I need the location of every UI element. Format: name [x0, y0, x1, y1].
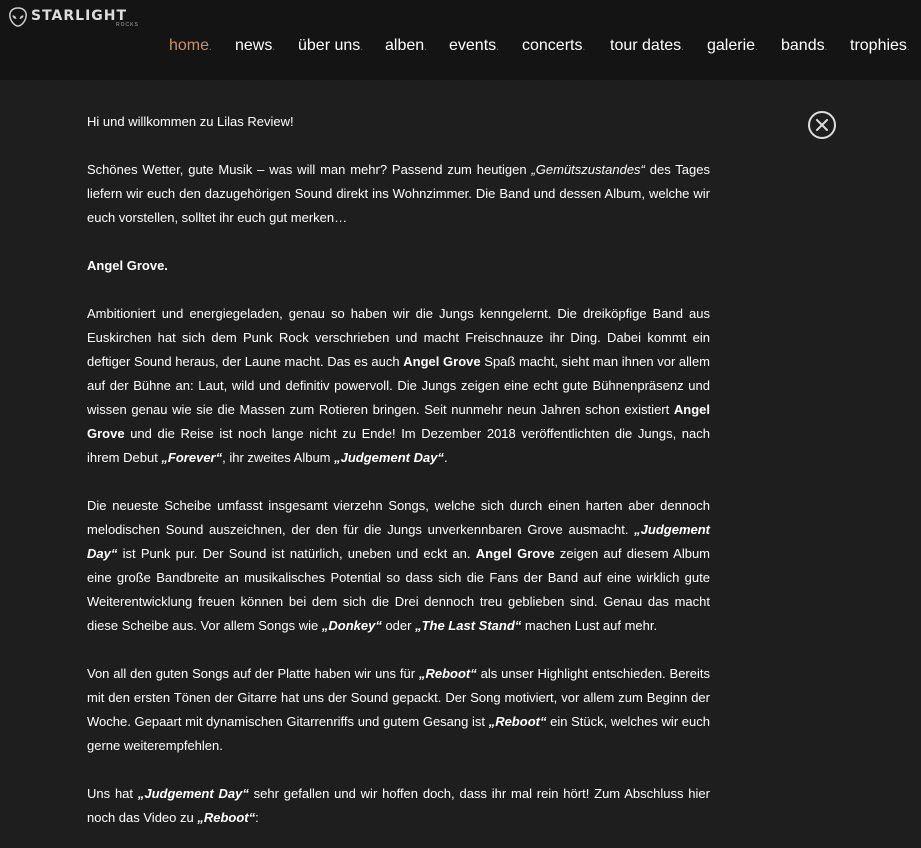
article-paragraph-closing: Uns hat „Judgement Day“ sehr gefallen und wir hoffen doch, dass ihr mal rein hört! Zum Abschluss hier noch das Video zu „Reboot“: — [87, 786, 710, 825]
nav-item-news[interactable]: news. — [235, 37, 276, 54]
nav-item-events[interactable]: events. — [449, 37, 499, 54]
nav-item-bands[interactable]: bands. — [781, 37, 828, 54]
article-paragraph-band: Ambitioniert und energiegeladen, genau so haben wir die Jungs kenngelernt. Die dreiköpfige Band aus Euskirchen hat sich dem Punk Rock verschrieben und macht Freischnauze ihr Ding. Dabei kommt ein deftiger Sound heraus, der Laune macht. Das es auch Angel Grove Spaß macht, sieht man ihnen vor allem auf der Bühne an: Laut, wild und definitiv powervoll. Die Jungs zeigen eine echt gute Bühnenpräsenz und wissen genau wie sie die Massen zum Rotieren bringen. Seit nunmehr neun Jahren schon existiert Angel Grove und die Reise ist noch lange nicht zu Ende! Im Dezember 2018 veröffentlichten die Jungs, nach ihrem Debut „Forever“, ihr zweites Album „Judgement Day“. — [87, 306, 710, 465]
song-title: „Reboot“ — [197, 810, 256, 825]
logo-wordmark: STARLIGHT — [31, 8, 128, 24]
song-title: „Reboot“ — [488, 714, 547, 729]
logo-tagline: ROCKS — [116, 22, 139, 28]
close-button[interactable] — [808, 111, 836, 139]
site-header — [0, 0, 921, 80]
album-title: „Judgement Day“ — [334, 450, 444, 465]
nav-item-galerie[interactable]: galerie. — [707, 37, 758, 54]
article-paragraph-highlight: Von all den guten Songs auf der Platte haben wir uns für „Reboot“ als unser Highlight entschieden. Bereits mit den ersten Tönen der Gitarre hat uns der Sound gepackt. Der Song motiviert, vor allem zum Beginn der Woche. Gepaart mit dynamischen Gitarrenriffs und gutem Gesang ist „Reboot“ ein Stück, welches wir euch gerne weiterempfehlen. — [87, 666, 710, 753]
review-article — [87, 110, 710, 830]
album-title: „Judgement Day“ — [87, 522, 710, 561]
nav-item-trophies[interactable]: trophies. — [850, 37, 910, 54]
nav-item-tour-dates[interactable]: tour dates. — [610, 37, 684, 54]
band-name: Angel Grove — [403, 354, 481, 369]
article-paragraph-intro: Schönes Wetter, gute Musik – was will man mehr? Passend zum heutigen „Gemütszustandes“ des Tages liefern wir euch den dazugehörigen Sound direkt ins Wohnzimmer. Die Band und dessen Album, welche wir euch vorstellen, solltet ihr euch gut merken… — [87, 162, 710, 225]
main-nav — [0, 37, 921, 59]
nav-item-alben[interactable]: alben. — [385, 37, 427, 54]
band-name: Angel Grove — [475, 546, 555, 561]
song-title: „Reboot“ — [418, 666, 477, 681]
song-title: „Donkey“ — [321, 618, 382, 633]
nav-item-ueber-uns[interactable]: über uns. — [298, 37, 364, 54]
album-title: „Judgement Day“ — [137, 786, 249, 801]
site-logo[interactable] — [8, 7, 158, 29]
article-paragraph-album: Die neueste Scheibe umfasst insgesamt vierzehn Songs, welche sich durch einen harten aber dennoch melodischen Sound auszeichnen, der den für die Jungs unverkennbaren Grove ausmacht. „Judgement Day“ ist Punk pur. Der Sound ist natürlich, uneben und eckt an. Angel Grove zeigen auf diesem Album eine große Bandbreite an musikalisches Potential so dass sich die Fans der Band auf eine wirklich gute Weiterentwicklung freuen können bei dem sich die Drei dennoch treu geblieben sind. Genau das macht diese Scheibe aus. Vor allem Songs wie „Donkey“ oder „The Last Stand“ machen Lust auf mehr. — [87, 498, 710, 633]
band-heading: Angel Grove. — [87, 258, 168, 273]
album-title: „Forever“ — [161, 450, 223, 465]
close-icon — [816, 119, 828, 131]
article-greeting: Hi und willkommen zu Lilas Review! — [87, 114, 294, 129]
band-name: Angel Grove — [87, 402, 710, 441]
emphasis-text: „Gemütszustandes“ — [531, 162, 645, 177]
song-title: „The Last Stand“ — [415, 618, 522, 633]
alien-head-icon — [8, 7, 28, 27]
nav-item-home[interactable]: home. — [169, 37, 212, 54]
nav-item-concerts[interactable]: concerts. — [522, 37, 586, 54]
